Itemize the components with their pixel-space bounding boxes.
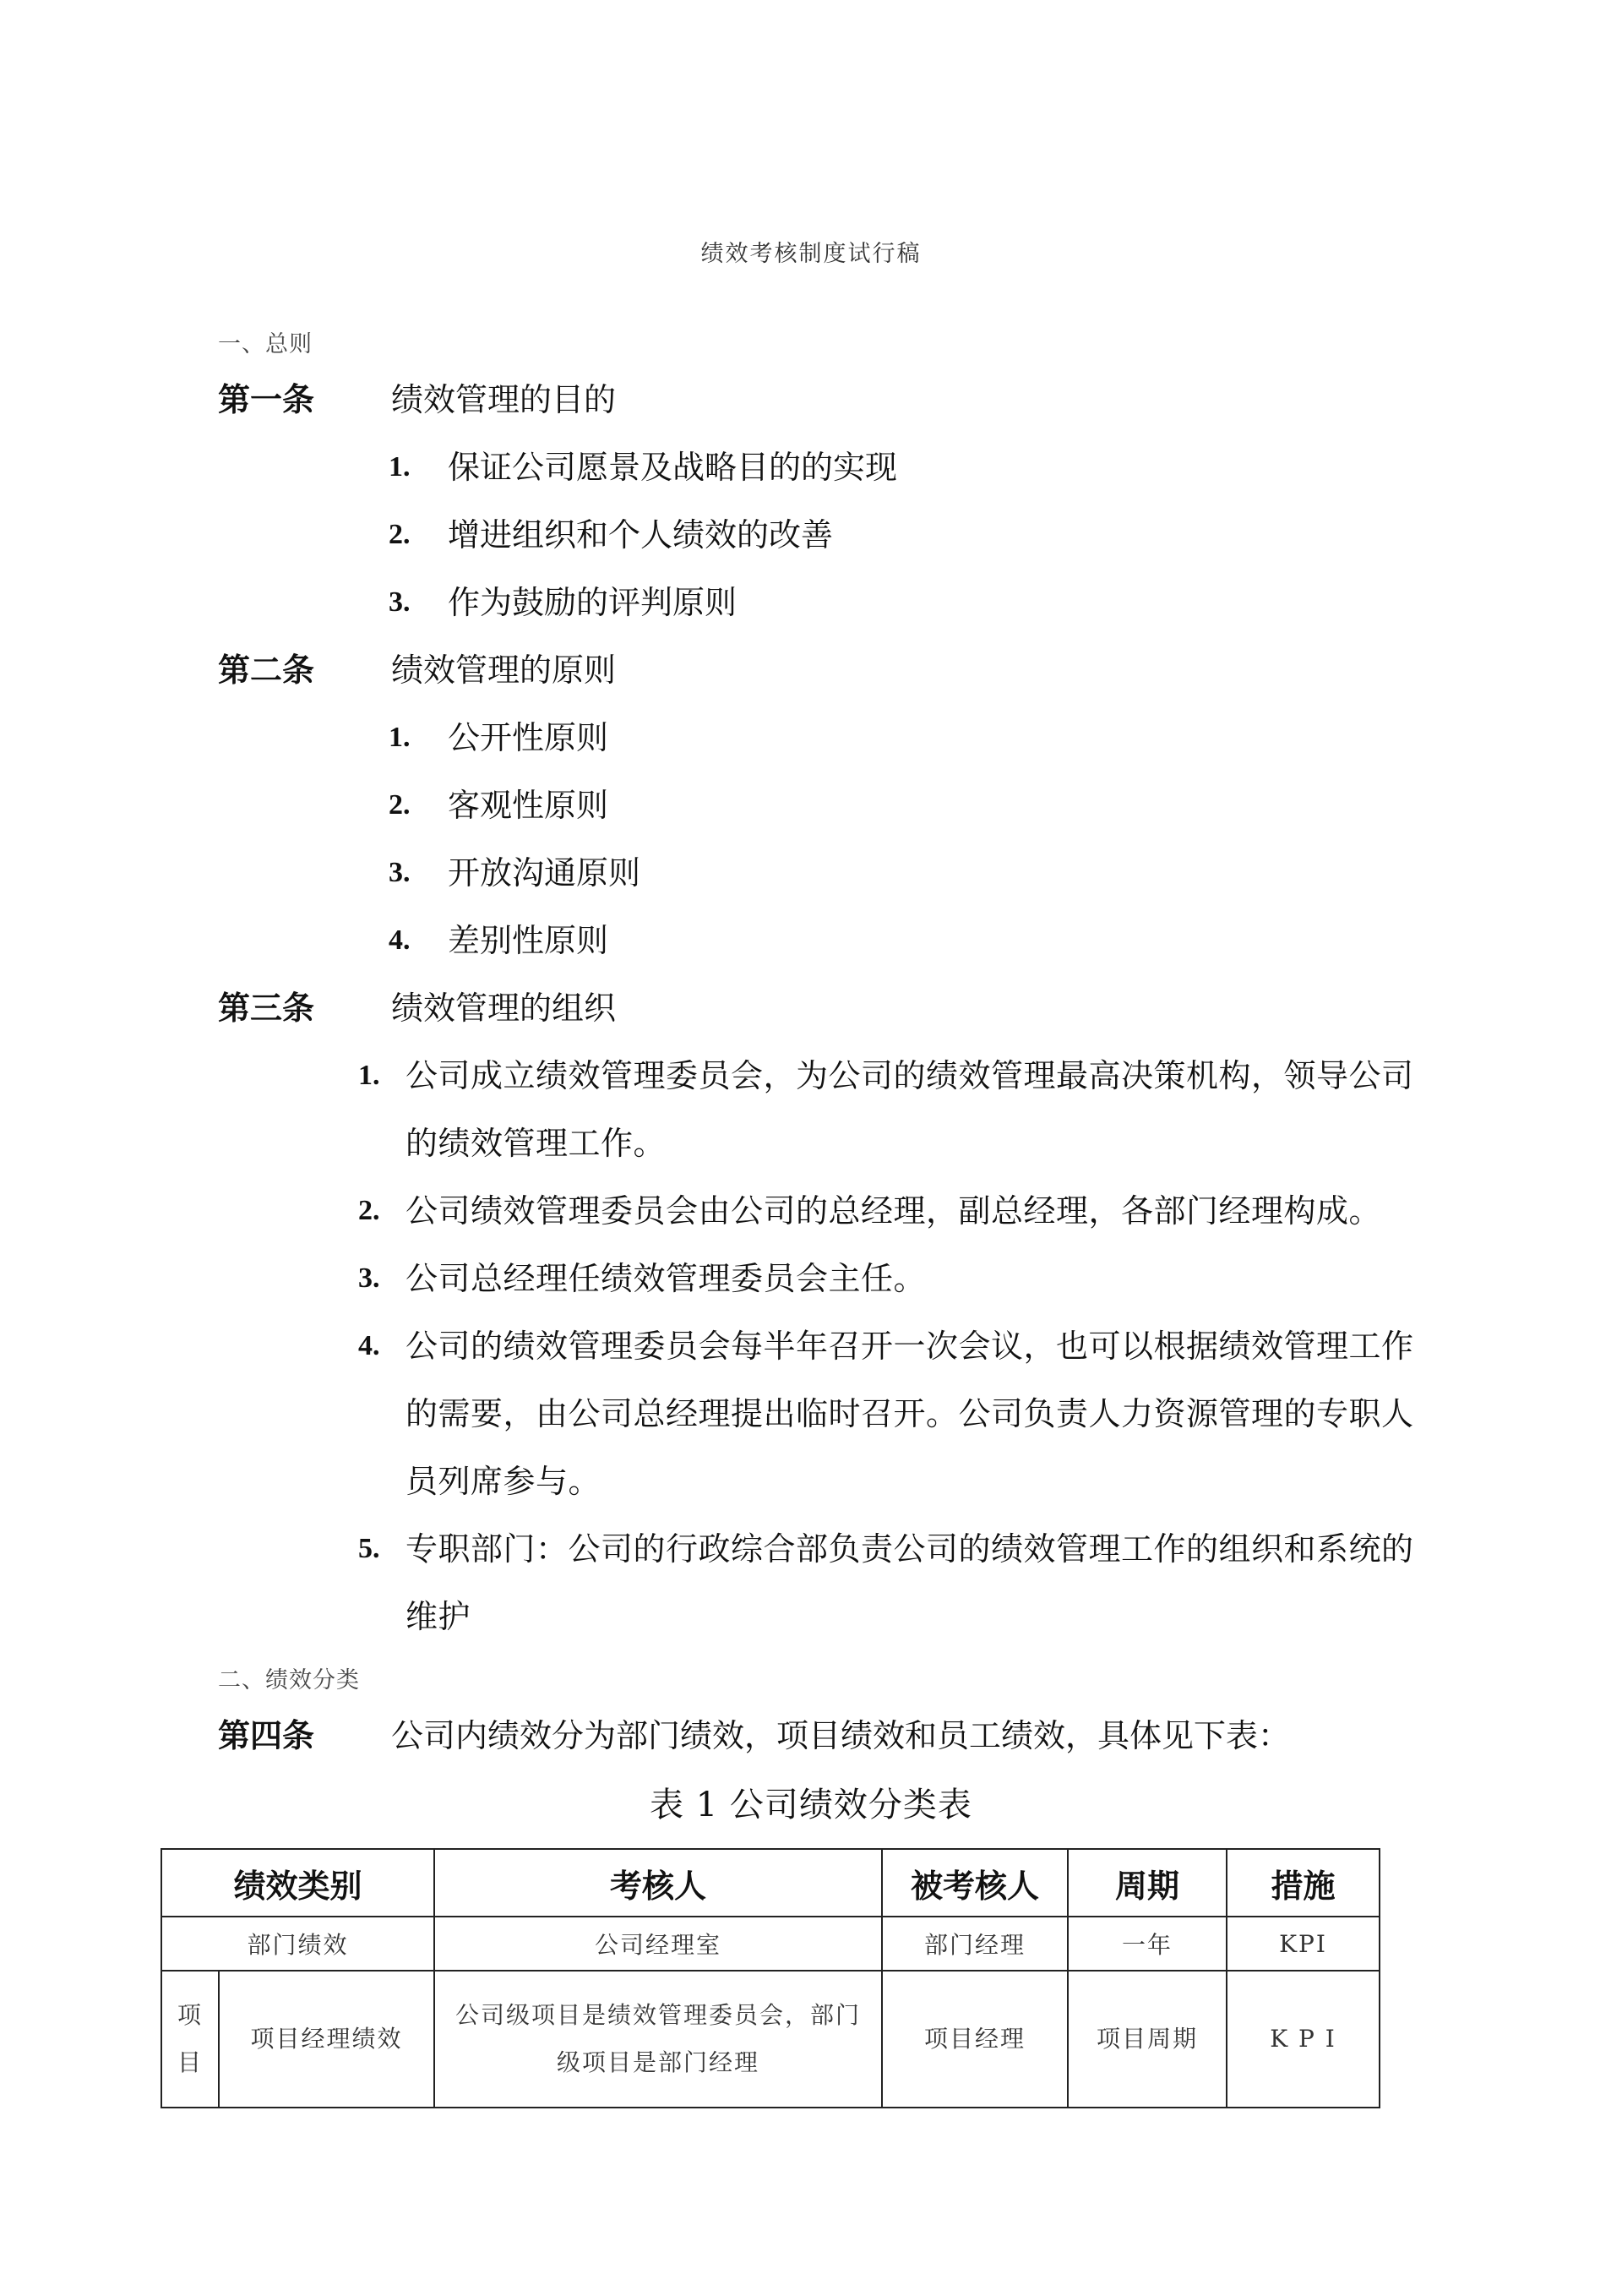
section-heading-general: 一、总则 xyxy=(218,331,313,357)
group-label-char: 目 xyxy=(177,2048,203,2076)
list-item xyxy=(358,1177,1440,1245)
table-caption: 表 1 公司绩效分类表 xyxy=(650,1786,972,1824)
document-title: 绩效考核制度试行稿 xyxy=(700,241,922,267)
table-cell: 部门经理 xyxy=(882,1917,1068,1971)
group-label-char: 项 xyxy=(177,2001,203,2029)
article-label: 第四条 xyxy=(218,1716,315,1754)
table-cell: 部门绩效 xyxy=(161,1917,434,1971)
table-group-cell xyxy=(161,1971,219,2108)
list-text: 公开性原则 xyxy=(448,719,609,756)
list-number: 1. xyxy=(389,451,411,483)
table-cell: 公司级项目是绩效管理委员会，部门级项目是部门经理 xyxy=(434,1971,882,2108)
list-number: 3. xyxy=(389,857,411,888)
list-item xyxy=(358,1042,1440,1177)
list-text: 公司总经理任绩效管理委员会主任。 xyxy=(406,1260,927,1297)
table-cell: 公司经理室 xyxy=(434,1917,882,1971)
article-title: 绩效管理的组织 xyxy=(391,990,617,1027)
table-cell: 项目经理 xyxy=(882,1971,1068,2108)
table-cell: K P I xyxy=(1227,1971,1380,2108)
header-cell: 周期 xyxy=(1068,1849,1227,1917)
table-cell: KPI xyxy=(1227,1917,1380,1971)
list-text: 客观性原则 xyxy=(448,787,609,824)
list-number: 3. xyxy=(389,586,411,618)
list-number: 2. xyxy=(358,1195,380,1226)
performance-classification-table xyxy=(161,1848,1380,2108)
list-item xyxy=(358,1312,1440,1515)
list-text: 公司成立绩效管理委员会，为公司的绩效管理最高决策机构，领导公司的绩效管理工作。 xyxy=(406,1057,1414,1162)
header-cell: 考核人 xyxy=(434,1849,882,1917)
list-number: 1. xyxy=(389,722,411,753)
article-title: 绩效管理的目的 xyxy=(391,381,617,418)
list-text: 公司绩效管理委员会由公司的总经理，副总经理，各部门经理构成。 xyxy=(406,1192,1382,1230)
table-row xyxy=(161,1971,1380,2108)
table-cell: 一年 xyxy=(1068,1917,1227,1971)
article-label: 第二条 xyxy=(218,651,315,689)
list-number: 2. xyxy=(389,789,411,821)
article-label: 第一条 xyxy=(218,380,315,418)
table-header-row xyxy=(161,1849,1380,1917)
list-text: 公司的绩效管理委员会每半年召开一次会议，也可以根据绩效管理工作的需要，由公司总经理提出临时召开。公司负责人力资源管理的专职人员列席参与。 xyxy=(406,1328,1414,1500)
list-number: 5. xyxy=(358,1533,380,1564)
list-number: 4. xyxy=(389,924,411,956)
article-title: 公司内绩效分为部门绩效，项目绩效和员工绩效，具体见下表： xyxy=(391,1717,1291,1754)
list-number: 1. xyxy=(358,1060,380,1091)
list-text: 增进组织和个人绩效的改善 xyxy=(448,516,834,554)
list-item xyxy=(358,1515,1440,1650)
table-cell: 项目周期 xyxy=(1068,1971,1227,2108)
header-cell: 被考核人 xyxy=(882,1849,1068,1917)
list-text: 保证公司愿景及战略目的的实现 xyxy=(448,449,898,486)
table-cell: 项目经理绩效 xyxy=(219,1971,434,2108)
article-title: 绩效管理的原则 xyxy=(391,652,617,689)
header-cell: 绩效类别 xyxy=(161,1849,434,1917)
list-number: 2. xyxy=(389,519,411,550)
header-cell: 措施 xyxy=(1227,1849,1380,1917)
table-row xyxy=(161,1917,1380,1971)
list-text: 专职部门：公司的行政综合部负责公司的绩效管理工作的组织和系统的维护 xyxy=(406,1530,1414,1635)
list-number: 3. xyxy=(358,1263,380,1294)
article-label: 第三条 xyxy=(218,989,315,1027)
list-text: 作为鼓励的评判原则 xyxy=(448,584,738,621)
list-number: 4. xyxy=(358,1330,380,1361)
section-heading-classification: 二、绩效分类 xyxy=(218,1667,360,1693)
list-text: 开放沟通原则 xyxy=(448,854,641,892)
list-item xyxy=(358,1245,1440,1312)
list-text: 差别性原则 xyxy=(448,922,609,959)
